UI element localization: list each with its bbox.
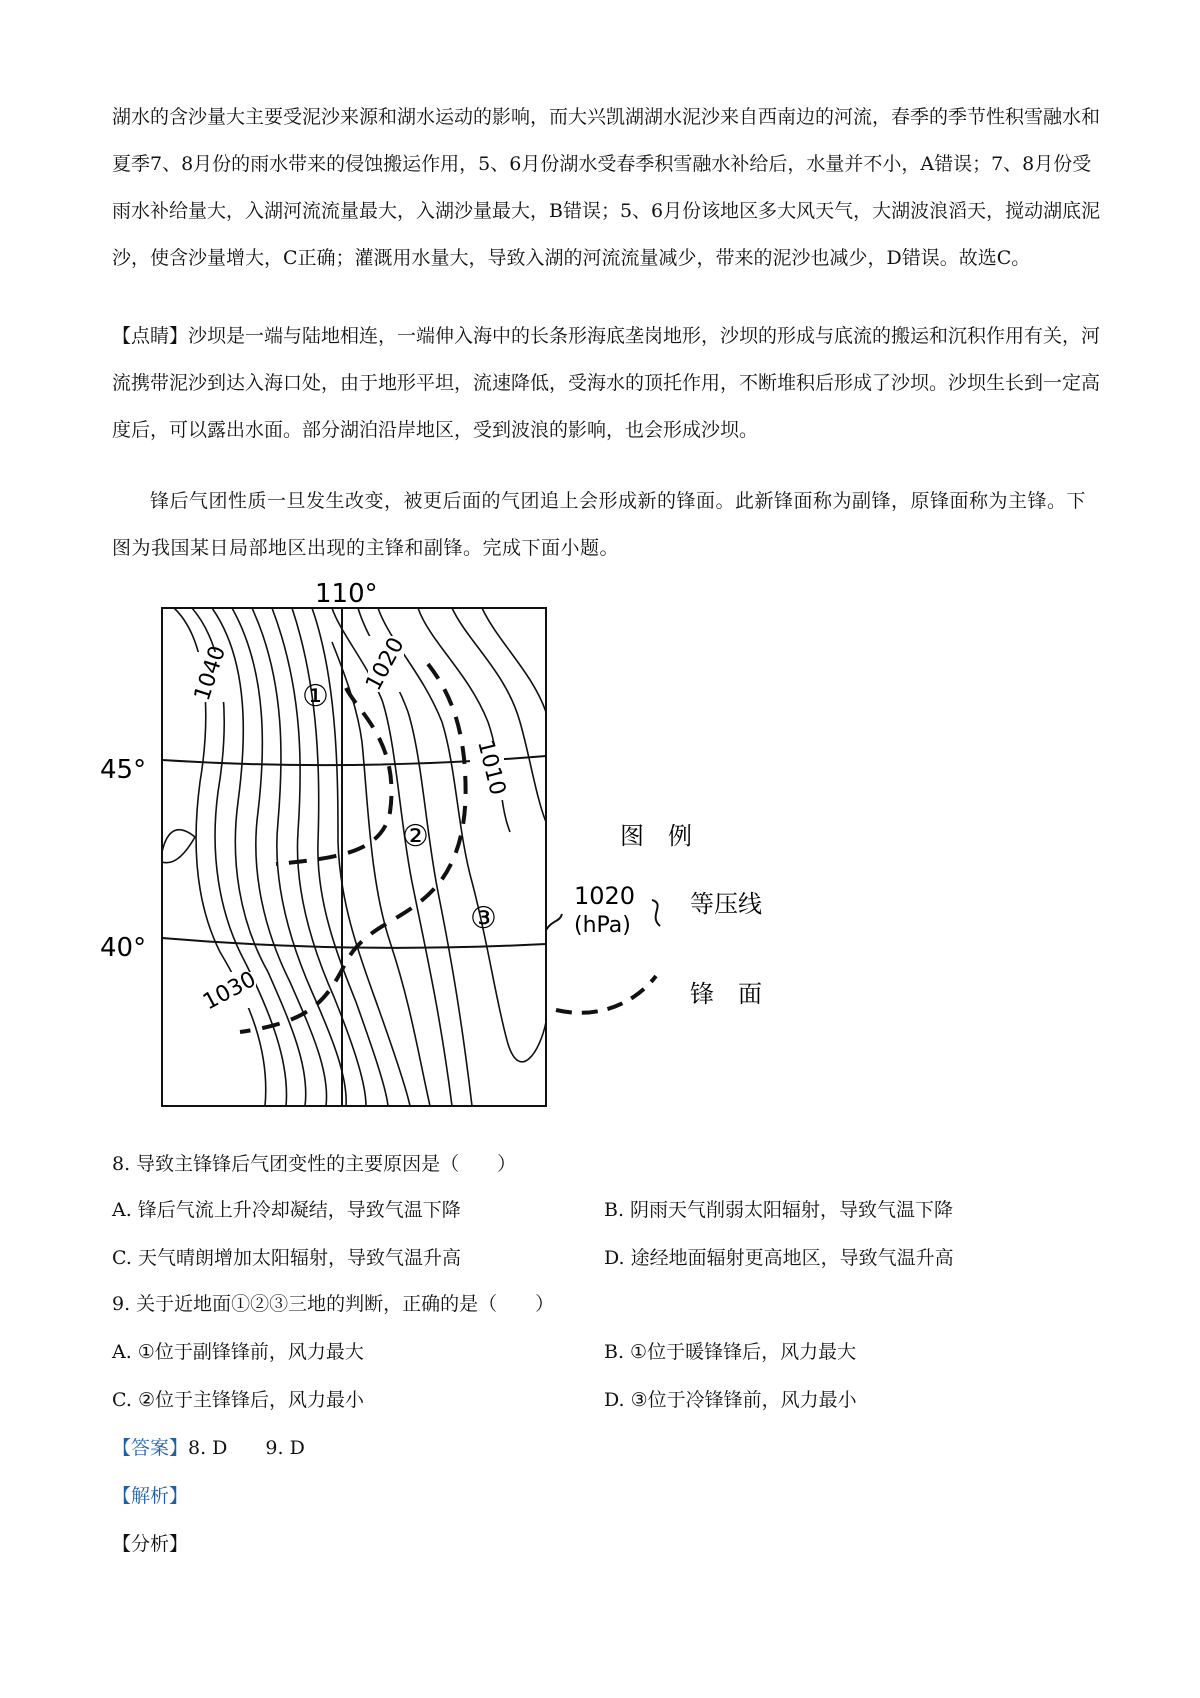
intro-text: 锋后气团性质一旦发生改变，被更后面的气团追上会形成新的锋面。此新锋面称为副锋，原锋面称为主锋。下图为我国某日局部地区出现的主锋和副锋。完成下面小题。 xyxy=(112,490,1087,559)
isobar xyxy=(482,608,546,712)
answer-line xyxy=(112,1436,305,1460)
parallel-40 xyxy=(162,938,546,948)
q9-option-c[interactable]: C. ②位于主锋锋后，风力最小 xyxy=(112,1389,364,1411)
intro-paragraph xyxy=(112,478,1102,572)
lon-label: 110° xyxy=(315,582,378,609)
analysis-text: 湖水的含沙量大主要受泥沙来源和湖水运动的影响，而大兴凯湖湖水泥沙来自西南边的河流，春季的季节性积雪融水和夏季7、8月份的雨水带来的侵蚀搬运作用，5、6月份湖水受春季积雪融水补给后，水量并不小，A错误；7、8月份受雨水补给量大，入湖河流流量最大，入湖沙量最大，B错误；5、6月份该地区多大风天气，大湖波浪滔天，搅动湖底泥沙，使含沙量增大，C正确；灌溉用水量大，导致入湖的河流流量减少，带来的泥沙也减少，D错误。故选C。 xyxy=(112,106,1101,269)
q9-option-d[interactable]: D. ③位于冷锋锋前，风力最小 xyxy=(604,1389,857,1411)
legend-isobar-symbol-right xyxy=(652,900,660,926)
lat-40-label: 40° xyxy=(100,933,147,963)
legend-front-symbol xyxy=(556,976,656,1013)
isobar-label-1030: 1030 xyxy=(199,966,261,1016)
legend-isobar-label: 等压线 xyxy=(690,890,762,918)
isobar xyxy=(332,642,430,1106)
isobar-label-1040: 1040 xyxy=(189,642,232,704)
isobar xyxy=(162,830,195,863)
dianjing-paragraph xyxy=(112,313,1102,454)
answer-tag: 【答案】 xyxy=(112,1437,189,1459)
dianjing-tag: 【点睛】 xyxy=(112,325,189,347)
q9-stem: 9. 关于近地面①②③三地的判断，正确的是（ ） xyxy=(112,1293,555,1315)
q8-option-b[interactable]: B. 阴雨天气削弱太阳辐射，导致气温下降 xyxy=(604,1199,954,1221)
dianjing-text: 沙坝是一端与陆地相连，一端伸入海中的长条形海底垄岗地形，沙坝的形成与底流的搬运和沉积作用有关，河流携带泥沙到达入海口处，由于地形平坦，流速降低，受海水的顶托作用，不断堆积后形成了沙坝。沙坝生长到一定高度后，可以露出水面。部分湖泊沿岸地区，受到波浪的影响，也会形成沙坝。 xyxy=(112,325,1101,441)
marker-1: ① xyxy=(302,679,329,714)
q8-option-d[interactable]: D. 途经地面辐射更高地区，导致气温升高 xyxy=(604,1247,954,1269)
q9-option-a[interactable]: A. ①位于副锋锋前，风力最大 xyxy=(112,1341,364,1363)
isobar-label-1020: 1020 xyxy=(361,633,410,695)
jiexi-tag: 【解析】 xyxy=(112,1485,189,1507)
marker-3: ③ xyxy=(470,901,497,936)
fenxi-tag: 【分析】 xyxy=(112,1533,189,1555)
q8-option-a[interactable]: A. 锋后气流上升冷却凝结，导致气温下降 xyxy=(112,1199,461,1221)
marker-2: ② xyxy=(402,819,429,854)
q8-stem: 8. 导致主锋锋后气团变性的主要原因是（ ） xyxy=(112,1153,517,1175)
q9-option-b[interactable]: B. ①位于暖锋锋后，风力最大 xyxy=(604,1341,857,1363)
answer-text: 8. D 9. D xyxy=(188,1437,305,1459)
legend-title: 图 例 xyxy=(620,822,692,850)
lat-45-label: 45° xyxy=(100,755,147,785)
legend-isobar-symbol-left xyxy=(546,914,562,930)
front-isobar-map xyxy=(100,582,860,1142)
q8-option-c[interactable]: C. 天气晴朗增加太阳辐射，导致气温升高 xyxy=(112,1247,461,1269)
legend-iso-unit: (hPa) xyxy=(574,913,631,938)
analysis-paragraph xyxy=(112,94,1102,282)
isobar-label-1010: 1010 xyxy=(472,737,510,798)
legend-front-label: 锋 面 xyxy=(690,980,762,1008)
legend-iso-value: 1020 xyxy=(574,882,636,910)
